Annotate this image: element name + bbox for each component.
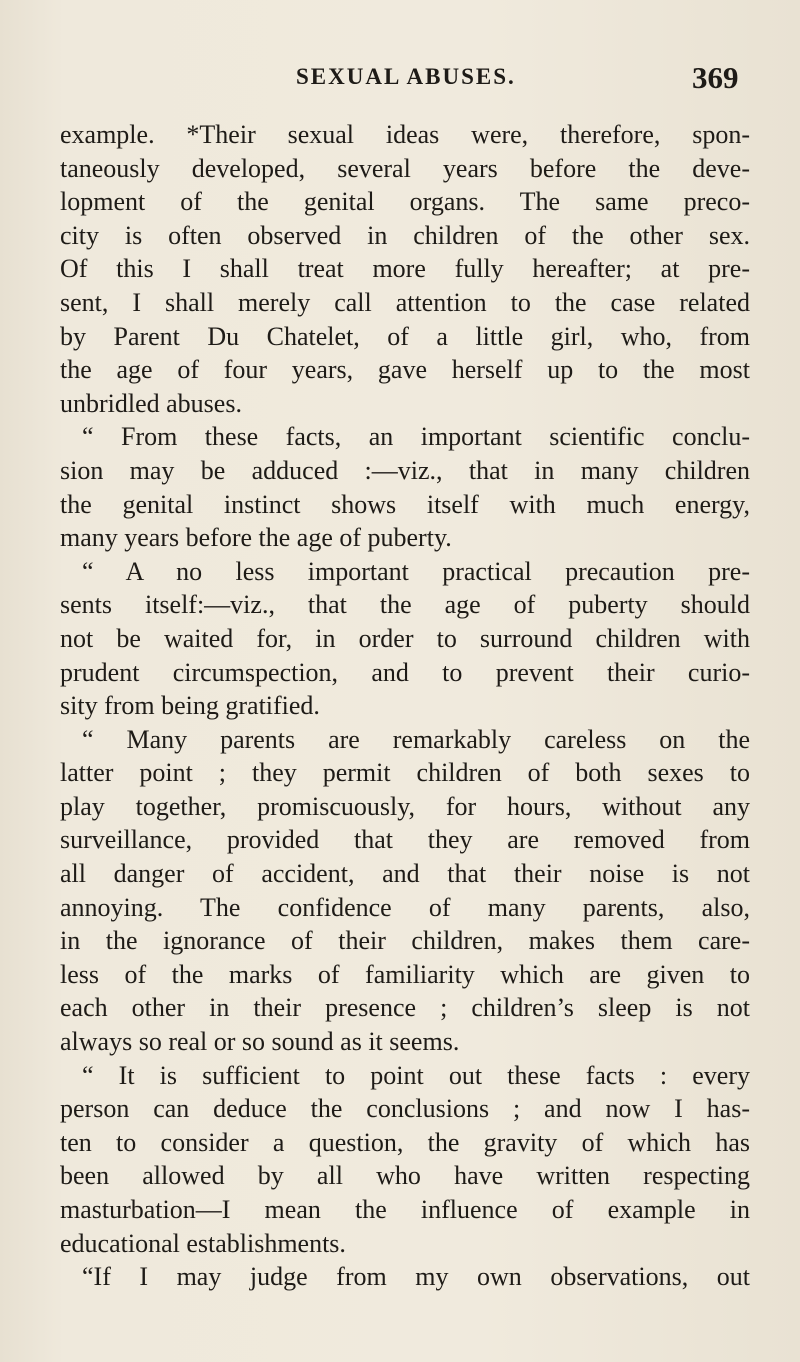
text-line: “ Many parents are remarkably careless on the [82, 724, 750, 754]
text-line: many years before the age of puberty. [60, 523, 452, 553]
text-line: not be waited for, in order to surround children with [60, 623, 750, 653]
text-line: city is often observed in children of the other sex. [60, 220, 750, 250]
page-number: 369 [692, 60, 739, 95]
text-line: unbridled abuses. [60, 388, 242, 418]
text-line: Of this I shall treat more fully hereafter; at pre- [60, 254, 750, 284]
text-line: “ A no less important practical precaution pre- [82, 556, 750, 586]
text-line: ten to consider a question, the gravity of which has [60, 1127, 750, 1157]
text-line: taneously developed, several years before the deve- [60, 153, 750, 183]
text-line: in the ignorance of their children, makes them care- [60, 926, 750, 956]
text-line: masturbation—I mean the influence of example in [60, 1195, 750, 1224]
text-line: sents itself:—viz., that the age of puberty should [60, 590, 750, 620]
body-text [60, 118, 750, 1294]
text-line: the age of four years, gave herself up to the most [60, 355, 750, 385]
text-line: sity from being gratified. [60, 691, 320, 721]
text-line: surveillance, provided that they are removed from [60, 825, 750, 855]
text-line: always so real or so sound as it seems. [60, 1027, 460, 1057]
text-line: all danger of accident, and that their noise is not [60, 859, 750, 889]
running-title: SEXUAL ABUSES. [296, 64, 516, 89]
text-line: example. *Their sexual ideas were, therefore, spon- [60, 120, 750, 149]
page-header [0, 60, 800, 110]
text-line: by Parent Du Chatelet, of a little girl, who, from [60, 321, 750, 351]
text-line: lopment of the genital organs. The same preco- [60, 187, 750, 217]
text-line: sent, I shall merely call attention to the case related [60, 287, 750, 317]
text-line: the genital instinct shows itself with much energy, [60, 489, 750, 519]
text-line: sion may be adduced :—viz., that in many children [60, 455, 750, 485]
text-line: been allowed by all who have written respecting [60, 1161, 750, 1191]
text-line: “ It is sufficient to point out these facts : every [82, 1060, 750, 1090]
text-line: latter point ; they permit children of both sexes to [60, 758, 750, 788]
text-line: annoying. The confidence of many parents, also, [60, 892, 750, 922]
text-line: each other in their presence ; children’s sleep is not [60, 993, 750, 1023]
text-line: play together, promiscuously, for hours, without any [60, 791, 750, 821]
text-line: prudent circumspection, and to prevent their curio- [60, 657, 750, 687]
text-line: educational establishments. [60, 1228, 346, 1258]
text-line: person can deduce the conclusions ; and now I has- [60, 1094, 750, 1124]
text-line: less of the marks of familiarity which are given to [60, 959, 750, 989]
text-line: “If I may judge from my own observations, out [82, 1262, 750, 1292]
text-line: “ From these facts, an important scientific conclu- [82, 422, 750, 452]
